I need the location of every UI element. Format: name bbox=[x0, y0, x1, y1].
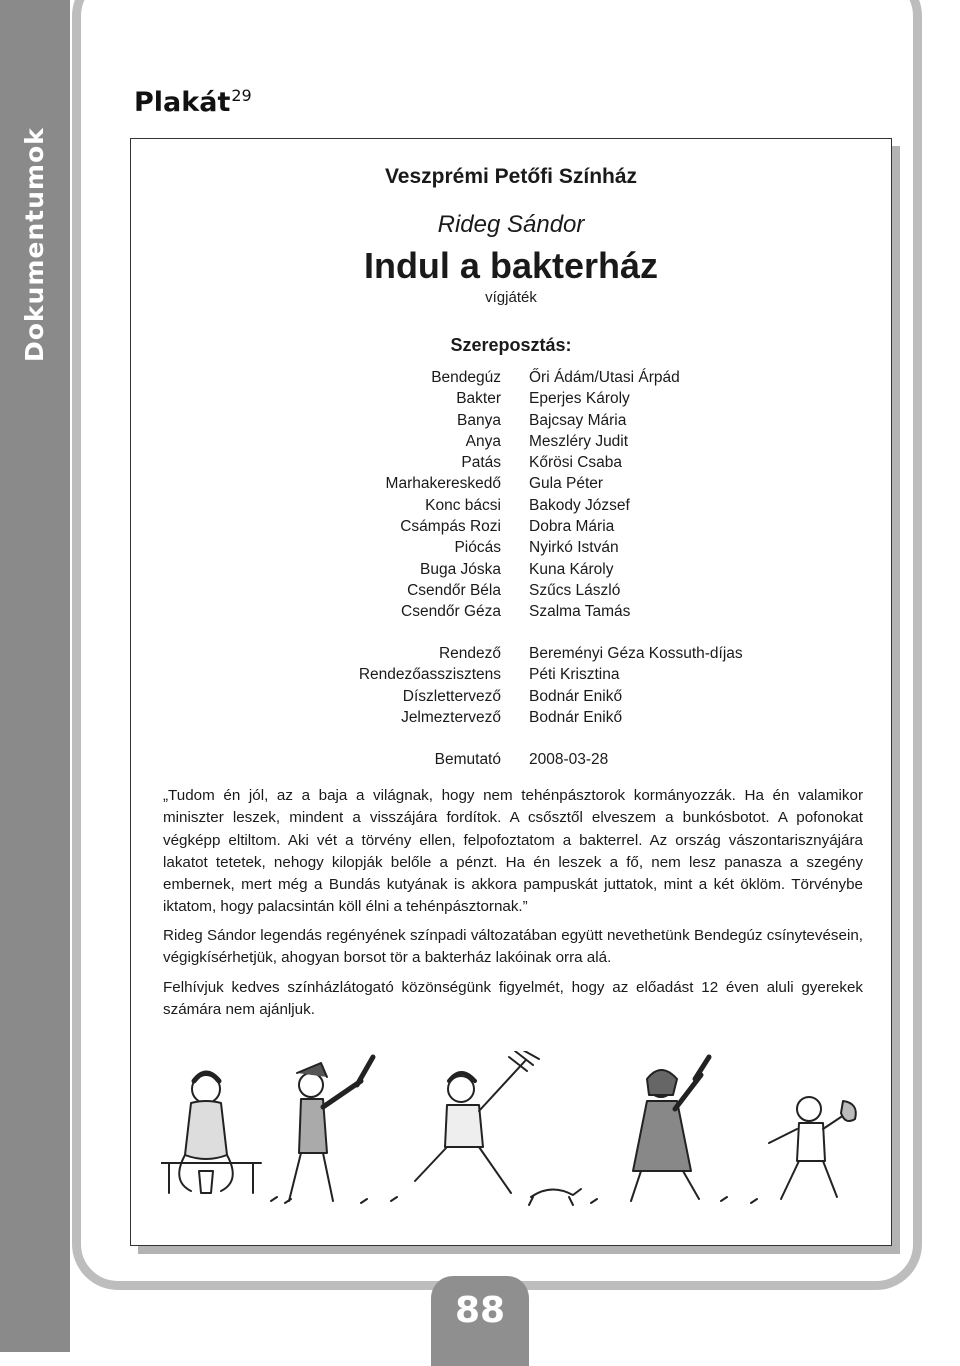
page-heading bbox=[134, 86, 252, 118]
cast-role: Csendőr Béla bbox=[407, 581, 501, 599]
premiere-date bbox=[529, 749, 869, 770]
crew-role: Jelmeztervező bbox=[401, 708, 501, 726]
cast-role: Buga Jóska bbox=[420, 560, 501, 578]
cast-role: Bendegúz bbox=[431, 369, 501, 386]
description-paragraph: Rideg Sándor legendás regényének színpadi változatában együtt nevethetünk Bendegúz csínytevésein, végigkísérhetjük, ahogyan borsot tör a bakterház lakóinak orra alá. bbox=[163, 927, 863, 967]
cast-role: Bakter bbox=[456, 390, 501, 408]
cast-actor: Dobra Mária bbox=[529, 518, 615, 536]
footnote-marker: 29 bbox=[231, 86, 252, 105]
cast-actor: Eperjes Károly bbox=[529, 390, 630, 408]
play-title: Indul a bakterház bbox=[363, 245, 659, 286]
page-number: 88 bbox=[454, 1290, 506, 1331]
cast-actor: Bakody József bbox=[529, 496, 630, 514]
crew-role: Rendezőasszisztens bbox=[358, 666, 501, 684]
characters-illustration bbox=[161, 1051, 861, 1221]
age-notice-paragraph: Felhívjuk kedves színházlátogató közönségünk figyelmét, hogy az előadást 12 éven aluli gyerekek számára nem ajánljuk. bbox=[163, 979, 863, 1019]
page-number-tab bbox=[431, 1276, 529, 1366]
crew-role: Díszlettervező bbox=[402, 687, 501, 705]
crew-role: Rendező bbox=[438, 645, 501, 662]
cast-role: Marhakereskedő bbox=[385, 475, 501, 493]
poster bbox=[130, 138, 892, 1246]
section-label: Dokumentumok bbox=[20, 127, 49, 362]
play-genre: vígjáték bbox=[485, 289, 537, 306]
cast-actor: Nyirkó István bbox=[529, 539, 619, 557]
crew-name: Bereményi Géza Kossuth-díjas bbox=[529, 645, 743, 662]
cast-actor: Bajcsay Mária bbox=[529, 411, 627, 429]
cast-actors bbox=[529, 367, 869, 623]
cast-actor: Meszléry Judit bbox=[529, 432, 629, 450]
cast-role: Piócás bbox=[454, 539, 501, 557]
cast-role: Csámpás Rozi bbox=[400, 518, 501, 536]
cast-actor: Szűcs László bbox=[529, 581, 621, 599]
author-name: Rideg Sándor bbox=[437, 211, 585, 238]
theatre-name: Veszprémi Petőfi Színház bbox=[384, 165, 638, 188]
cast-role: Banya bbox=[457, 411, 501, 429]
premiere-label-text: Bemutató bbox=[434, 751, 501, 768]
cast-actor: Kuna Károly bbox=[529, 560, 614, 578]
quote-paragraph: „Tudom én jól, az a baja a világnak, hogy nem tehénpásztorok kormányozzák. Ha én valamikor miniszter leszek, mindent a visszájára fordítok. A csősztől elveszem a bunkósbotot. A pofonokat végképp eltiltom. Aki vét a törvény ellen, felpofoztatom a bakterrel. Az ország vászontarisznyájára lakatot tetetek, nehogy kilopják belőle a pénzt. Ha én leszek a fő, nem lesz panasza a szegény embernek, mert még a Bundás kutyának is akkora pampuskát juttatok, mint a két öklöm. Törvénybe iktatom, hogy palacsintán köll élni a tehénpásztornak.” bbox=[163, 787, 863, 916]
cast-role: Patás bbox=[461, 454, 501, 472]
crew-roles bbox=[291, 643, 501, 728]
heading-title: Plakát bbox=[134, 87, 231, 118]
cast-actor: Szalma Tamás bbox=[529, 603, 631, 621]
cast-heading: Szereposztás: bbox=[450, 335, 572, 355]
crew-names bbox=[529, 643, 869, 728]
crew-name: Péti Krisztina bbox=[529, 666, 620, 684]
cast-actor: Őri Ádám/Utasi Árpád bbox=[529, 369, 680, 386]
cast-roles bbox=[291, 367, 501, 623]
cast-actor: Kőrösi Csaba bbox=[529, 454, 623, 472]
cast-role: Anya bbox=[465, 432, 501, 450]
premiere-date-text: 2008-03-28 bbox=[529, 751, 609, 768]
cast-actor: Gula Péter bbox=[529, 475, 604, 493]
cast-role: Csendőr Géza bbox=[401, 603, 501, 621]
cast-role: Konc bácsi bbox=[425, 496, 501, 514]
crew-name: Bodnár Enikő bbox=[529, 708, 623, 726]
premiere-label bbox=[291, 749, 501, 770]
crew-name: Bodnár Enikő bbox=[529, 687, 623, 705]
